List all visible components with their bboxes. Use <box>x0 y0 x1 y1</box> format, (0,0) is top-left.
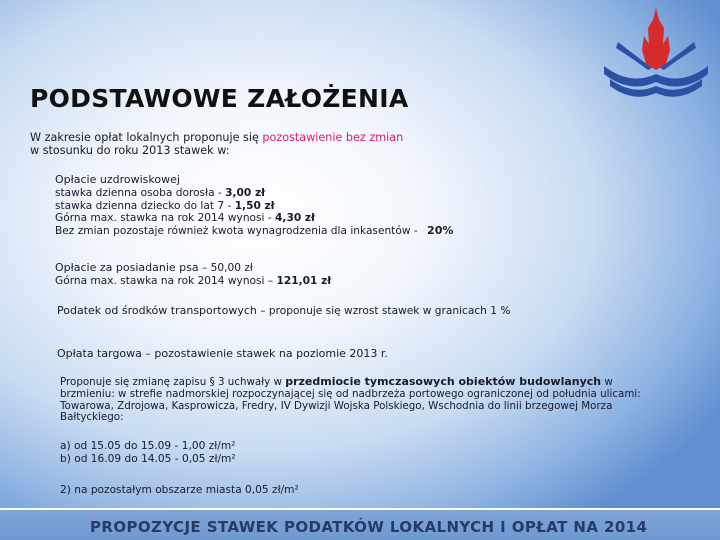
zmiana-bold: przedmiocie tymczasowych obiektów budowlanych <box>285 375 602 388</box>
zmiana-rates <box>60 440 236 466</box>
rate-other-area <box>60 484 299 497</box>
footer-bar <box>0 508 720 540</box>
uzdrowiskowa-value: 4,30 zł <box>275 212 315 225</box>
footer-title: PROPOZYCJE STAWEK PODATKÓW LOKALNYCH I OPŁAT NA 2014 <box>90 518 648 536</box>
transport-rest: – proponuje się wzrost stawek w granicach 1 % <box>256 305 511 317</box>
zmiana-section <box>60 376 641 424</box>
uzdrowiskowa-percent: 20% <box>427 224 454 238</box>
intro-text <box>30 131 403 157</box>
uzdrowiskowa-line: Górna max. stawka na rok 2014 wynosi - <box>55 212 276 225</box>
transport-heading: Podatek od środków transportowych <box>57 304 257 317</box>
uzdrowiskowa-value: 3,00 zł <box>225 186 266 199</box>
zmiana-line1: Proponuje się zmianę zapisu § 3 uchwały w <box>60 376 286 388</box>
targowa-text: Opłata targowa – pozostawienie stawek na poziomie 2013 r. <box>57 347 388 360</box>
uzdrowiskowa-value: 1,50 zł <box>234 199 275 212</box>
uzdrowiskowa-line: stawka dzienna osoba dorosła - <box>55 186 226 199</box>
psa-heading-rest: – 50,00 zł <box>198 262 253 274</box>
psa-section <box>55 262 331 288</box>
targowa-section <box>57 348 388 361</box>
intro-highlight: pozostawienie bez zmian <box>262 131 404 144</box>
psa-value: 121,01 zł <box>276 274 332 287</box>
zmiana-line1-end: w <box>601 376 613 388</box>
transport-section <box>57 305 510 318</box>
uzdrowiskowa-section <box>55 174 453 238</box>
zmiana-line3: Towarowa, Zdrojowa, Kasprowicza, Fredry, IV Dywizji Wojska Polskiego, Wschodnia do linii brzegowej Morza <box>60 399 613 412</box>
rate-b: b) od 16.09 do 14.05 - 0,05 zł/m² <box>60 452 236 465</box>
zmiana-line2: brzmieniu: w strefie nadmorskiej rozpoczynającej się od nadbrzeża portowego ograniczonej od południa ulicami: <box>60 387 641 400</box>
uzdrowiskowa-line: stawka dzienna dziecko do lat 7 - <box>55 199 235 212</box>
intro-line1: W zakresie opłat lokalnych proponuje się <box>30 131 263 144</box>
page-title: PODSTAWOWE ZAŁOŻENIA <box>30 84 409 113</box>
uzdrowiskowa-line: Bez zmian pozostaje również kwota wynagrodzenia dla inkasentów - <box>55 225 422 238</box>
city-crest-logo-icon <box>598 6 710 102</box>
rate-a: a) od 15.05 do 15.09 - 1,00 zł/m² <box>60 440 236 452</box>
uzdrowiskowa-heading: Opłacie uzdrowiskowej <box>55 173 180 186</box>
rate-c: 2) na pozostałym obszarze miasta 0,05 zł/m² <box>60 484 299 496</box>
psa-heading: Opłacie za posiadanie psa <box>55 261 199 274</box>
zmiana-line4: Bałtyckiego: <box>60 411 124 424</box>
psa-line: Górna max. stawka na rok 2014 wynosi – <box>55 274 277 287</box>
intro-line2: w stosunku do roku 2013 stawek w: <box>30 144 230 157</box>
